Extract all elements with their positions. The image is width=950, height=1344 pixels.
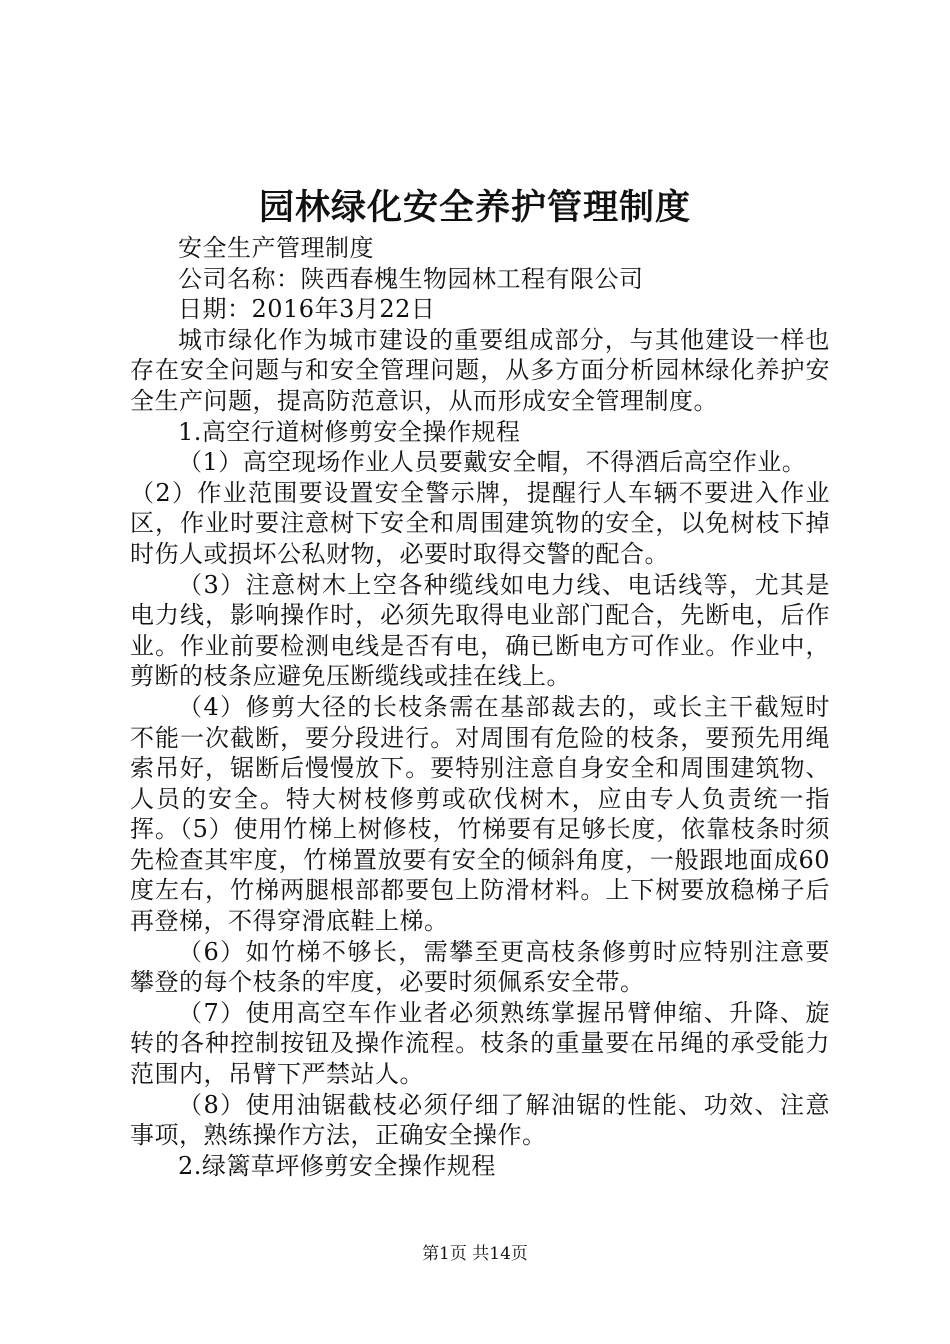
section-heading-1: 1.高空行道树修剪安全操作规程 bbox=[178, 417, 521, 446]
paragraph-item-1: （1）高空现场作业人员要戴安全帽，不得酒后高空作业。 bbox=[178, 448, 807, 477]
paragraph-item-8: （8）使用油锯截枝必须仔细了解油锯的性能、功效、注意事项，熟练操作方法，正确安全操作。 bbox=[130, 1090, 830, 1150]
paragraph-intro: 城市绿化作为城市建设的重要组成部分，与其他建设一样也存在安全问题与和安全管理问题，从多方面分析园林绿化养护安全生产问题，提高防范意识，从而形成安全管理制度。 bbox=[130, 325, 830, 415]
document-title: 园林绿化安全养护管理制度 bbox=[258, 187, 691, 228]
paragraph-item-3: （3）注意树木上空各种缆线如电力线、电话线等，尤其是电力线，影响操作时，必须先取得电业部门配合，先断电，后作业。作业前要检测电线是否有电，确已断电方可作业。作业中，剪断的枝条应避免压断缆线或挂在线上。 bbox=[130, 570, 830, 691]
paragraph-company: 公司名称：陕西春槐生物园林工程有限公司 bbox=[178, 264, 644, 293]
section-heading-2: 2.绿篱草坪修剪安全操作规程 bbox=[178, 1151, 496, 1180]
paragraph-item-4-5: （4）修剪大径的长枝条需在基部裁去的，或长主干截短时不能一次截断，要分段进行。对周围有危险的枝条，要预先用绳索吊好，锯断后慢慢放下。要特别注意自身安全和周围建筑物、人员的安全。特大树枝修剪或砍伐树木，应由专人负责统一指挥。（5）使用竹梯上树修枝，竹梯要有足够长度，依靠枝条时须先检查其牢度，竹梯置放要有安全的倾斜角度，一般跟地面成60度左右，竹梯两腿根部都要包上防滑材料。上下树要放稳梯子后再登梯，不得穿滑底鞋上梯。 bbox=[130, 692, 830, 936]
paragraph-subtitle: 安全生产管理制度 bbox=[178, 234, 374, 262]
paragraph-item-6: （6）如竹梯不够长，需攀至更高枝条修剪时应特别注意要攀登的每个枝条的牢度，必要时须佩系安全带。 bbox=[130, 937, 830, 997]
document-body bbox=[130, 233, 830, 1181]
paragraph-item-7: （7）使用高空车作业者必须熟练掌握吊臂伸缩、升降、旋转的各种控制按钮及操作流程。枝条的重量要在吊绳的承受能力范围内，吊臂下严禁站人。 bbox=[130, 998, 830, 1089]
page-number-footer: 第1页 共14页 bbox=[422, 1244, 528, 1264]
paragraph-item-2: （2）作业范围要设置安全警示牌，提醒行人车辆不要进入作业区，作业时要注意树下安全和周围建筑物的安全，以免树枝下掉时伤人或损坏公私财物，必要时取得交警的配合。 bbox=[130, 478, 830, 568]
paragraph-date: 日期：2016年3月22日 bbox=[178, 295, 436, 324]
